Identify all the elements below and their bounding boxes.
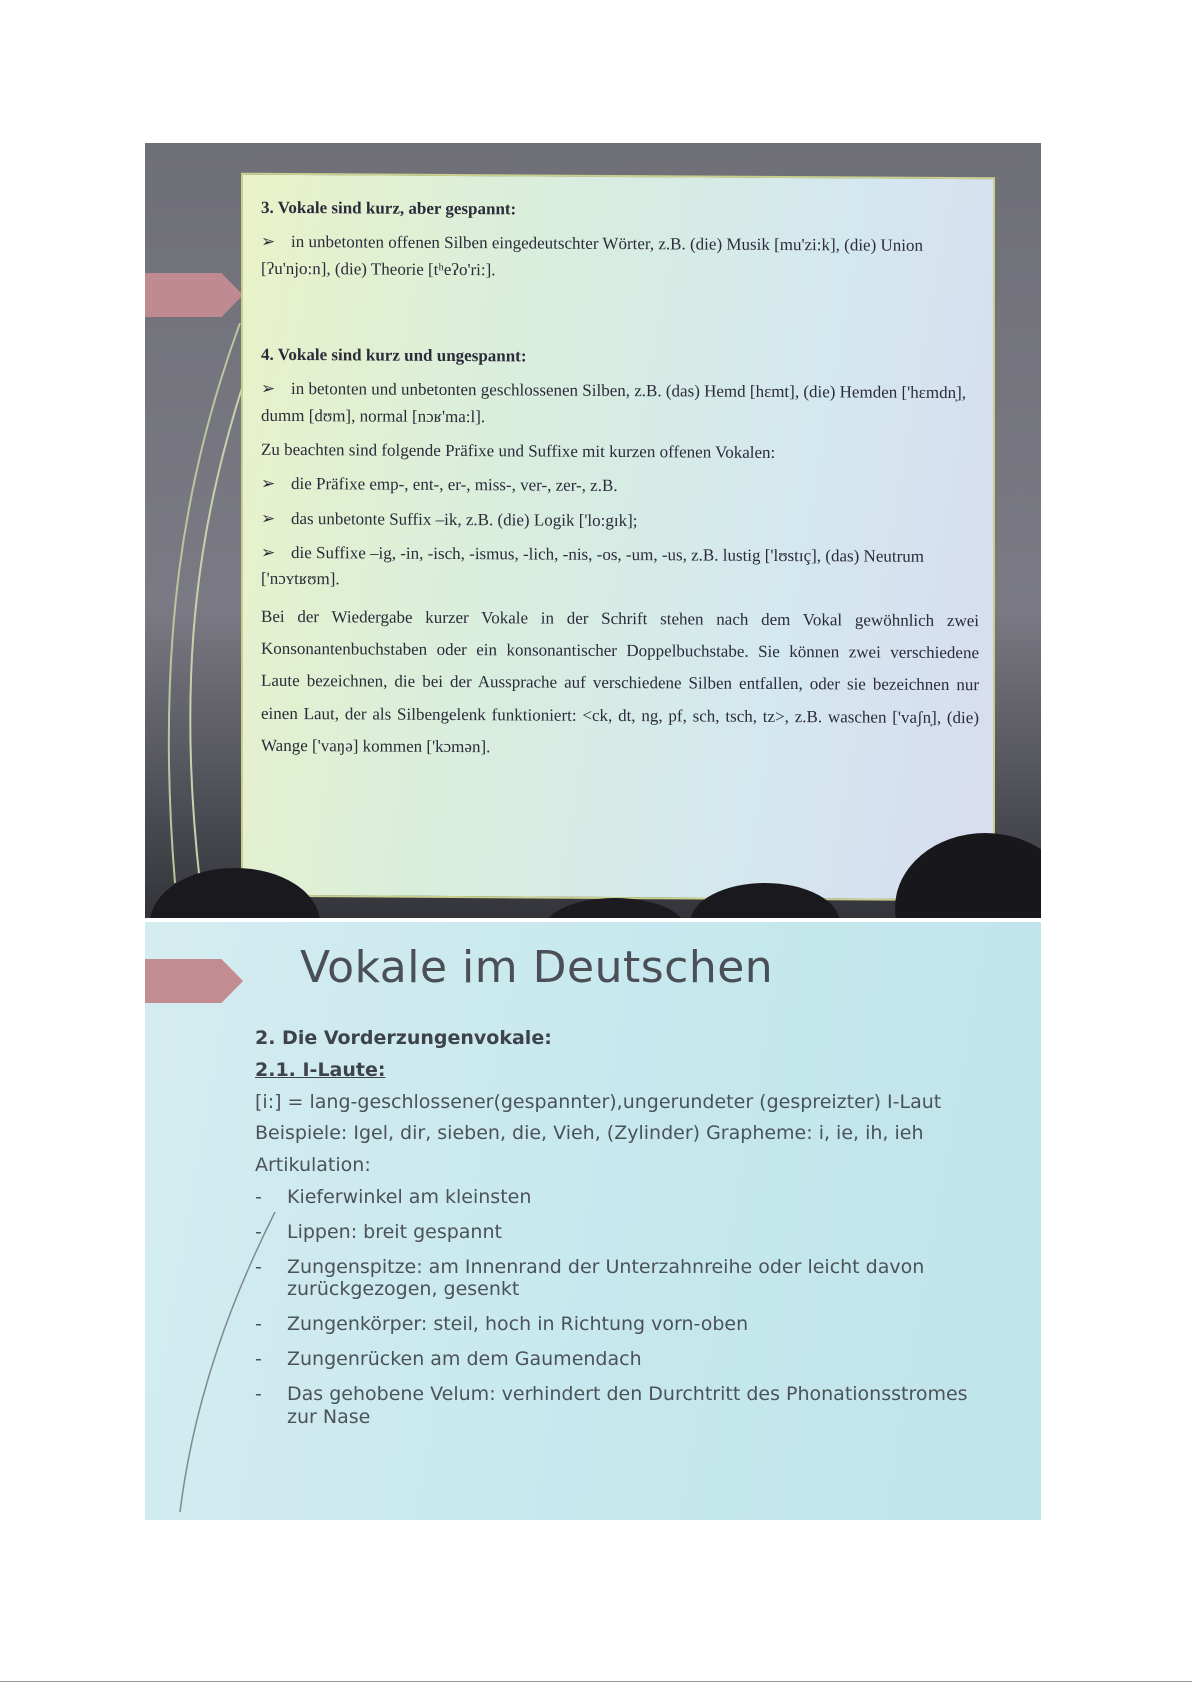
list-item: - Kieferwinkel am kleinsten (255, 1186, 975, 1209)
subheading-underlined: 2.1. I-Laute: (255, 1058, 386, 1081)
photo-slide-kurze-vokale (145, 143, 1041, 918)
definition-line: [i:] = lang-geschlossener(gespannter),ungerundeter (gespreizter) I-Laut (255, 1090, 942, 1113)
heading-4: 4. Vokale sind kurz und ungespannt: (261, 344, 527, 366)
slide-arrow-tab (145, 959, 243, 1003)
arrow-bullet-icon: ➢ (261, 379, 276, 399)
arrow-bullet-icon: ➢ (261, 542, 276, 562)
slide-title: Vokale im Deutschen (300, 942, 774, 993)
examples-line: Beispiele: Igel, dir, sieben, die, Vieh, (Zylinder) Grapheme: i, ie, ih, ieh (255, 1122, 924, 1145)
heading-3: 3. Vokale sind kurz, aber gespannt: (261, 197, 517, 219)
subheading: 2. Die Vorderzungenvokale: (255, 1027, 552, 1049)
arrow-bullet-icon: ➢ (261, 474, 276, 494)
decorative-curve-lines (145, 323, 255, 883)
explanation-paragraph: Bei der Wiedergabe kurzer Vokale in der Schrift stehen nach dem Vokal gewöhnlich zwei Konsonantenbuchstaben oder ein konsonantischer Doppelbuchstabe. Sie können zwei verschiedene Laute bezeichnen, die bei der Aussprache auf verschiedene Silben entfallen, oder sie bezeichnen nur einen Laut, der als Silbengelenk funktioniert: <ck, dt, ng, pf, sch, tsch, tz>, z.B. waschen ['vaʃn̩], (die) Wange ['vaŋə] kommen ['kɔmən]. (261, 606, 979, 757)
arrow-bullet-icon: ➢ (261, 508, 276, 528)
page-bottom-rule (0, 1681, 1192, 1682)
articulation-label: Artikulation: (255, 1154, 371, 1177)
bullet-item: ➢ in unbetonten offenen Silben eingedeutschter Wörter, z.B. (die) Musik [mu'zi:k], (die) Union [ʔu'njo:n], (die) Theorie [tʰeʔo'ri:]. (261, 229, 979, 286)
intro-text: Zu beachten sind folgende Präfixe und Suffixe mit kurzen offenen Vokalen: (261, 439, 776, 463)
arrow-bullet-icon: ➢ (261, 232, 276, 252)
bullet-item: ➢ in betonten und unbetonten geschlossenen Silben, z.B. (das) Hemd [hɛmt], (die) Hemden ['hɛmdn̩], dumm [dʊm], normal [nɔʁ'ma:l]. (261, 376, 979, 433)
bullet-item: ➢ die Präfixe emp-, ent-, er-, miss-, ver-, zer-, z.B. (261, 471, 979, 502)
list-item: - Zungenkörper: steil, hoch in Richtung vorn-oben (255, 1313, 975, 1336)
list-item: - Lippen: breit gespannt (255, 1221, 975, 1244)
bullet-item: ➢ die Suffixe –ig, -in, -isch, -ismus, -lich, -nis, -os, -um, -us, z.B. lustig ['lʊstɪç], (das) Neutrum ['nɔʏtʁʊm]. (261, 540, 979, 597)
projected-slide (241, 173, 995, 902)
list-item: - Zungenspitze: am Innenrand der Unterzahnreihe oder leicht davon zurückgezogen, gesenkt (255, 1256, 975, 1302)
list-item: - Das gehobene Velum: verhindert den Durchtritt des Phonationsstromes zur Nase (255, 1383, 975, 1429)
bullet-item: ➢ das unbetonte Suffix –ik, z.B. (die) Logik ['lo:gɪk]; (261, 506, 979, 537)
audience-heads-silhouette (145, 828, 1041, 918)
list-item: - Zungenrücken am dem Gaumendach (255, 1348, 975, 1371)
photo-slide-vorderzungenvokale (145, 922, 1041, 1520)
slide-arrow-tab (145, 273, 243, 317)
